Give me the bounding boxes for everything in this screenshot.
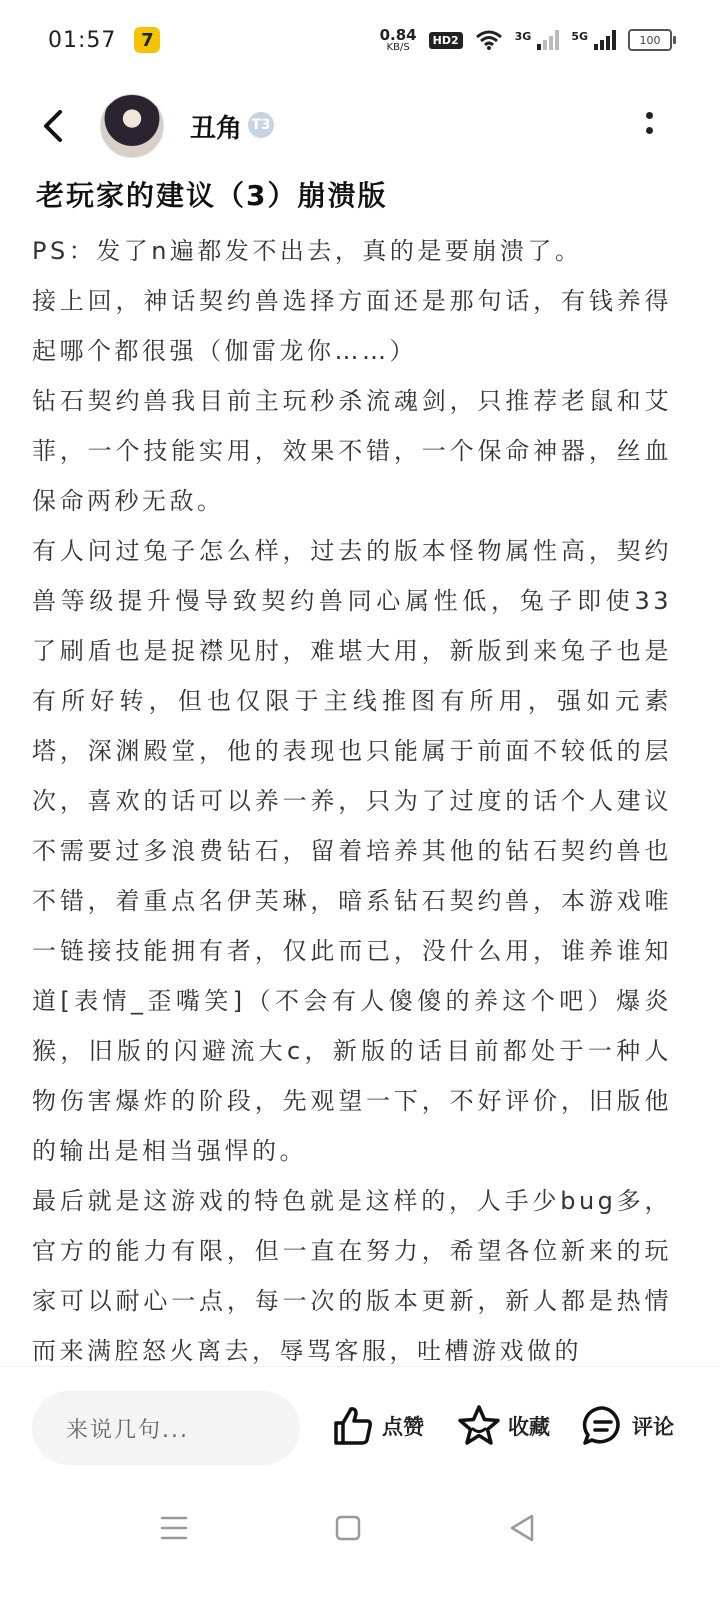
network-speed-unit: KB/S	[386, 41, 410, 53]
star-icon	[456, 1403, 502, 1449]
app-notification-icon: 7	[134, 27, 160, 53]
network-5g-label: 5G	[571, 29, 588, 43]
menu-icon[interactable]	[154, 1508, 194, 1548]
system-nav-bar	[0, 1486, 720, 1608]
comment-button[interactable]	[580, 1403, 674, 1449]
battery-icon	[628, 29, 672, 51]
like-button[interactable]	[330, 1403, 424, 1449]
signal-5g-icon	[594, 30, 616, 50]
status-time: 01:57	[48, 27, 117, 53]
comment-placeholder: 来说几句...	[66, 1417, 189, 1443]
network-speed-value: 0.84	[379, 25, 417, 44]
status-bar	[0, 0, 720, 80]
post-title: 老玩家的建议（3）崩溃版	[36, 179, 388, 212]
home-square-icon[interactable]	[328, 1508, 368, 1548]
back-arrow-icon[interactable]	[36, 106, 76, 146]
favorite-button[interactable]	[456, 1403, 550, 1449]
battery-level: 100	[639, 33, 661, 47]
paragraph: 有人问过兔子怎么样，过去的版本怪物属性高，契约兽等级提升慢导致契约兽同心属性低，兔子即使33了刷盾也是捉襟见肘，难堪大用，新版到来兔子也是有所好转，但也仅限于主线推图有所用，强如元素塔，深渊殿堂，他的表现也只能属于前面不较低的层次，喜欢的话可以养一养，只为了过度的话个人建议不需要过多浪费钻石，留着培养其他的钻石契约兽也不错，着重点名伊芙琳，暗系钻石契约兽，本游戏唯一链接技能拥有者，仅此而已，没什么用，谁养谁知道[表情_歪嘴笑]（不会有人傻傻的养这个吧）爆炎猴，旧版的闪避流大c，新版的话目前都处于一种人物伤害爆炸的阶段，先观望一下，不好评价，旧版他的输出是相当强悍的。	[32, 537, 672, 1165]
thumbs-up-icon	[330, 1403, 376, 1449]
avatar[interactable]	[100, 94, 164, 158]
paragraph: PS：发了n遍都发不出去，真的是要崩溃了。	[32, 237, 583, 265]
paragraph: 钻石契约兽我目前主玩秒杀流魂剑，只推荐老鼠和艾菲，一个技能实用，效果不错，一个保命神器，丝血保命两秒无敌。	[32, 387, 672, 515]
back-triangle-icon[interactable]	[502, 1508, 542, 1548]
like-label: 点赞	[382, 1415, 424, 1439]
wifi-icon	[475, 29, 503, 51]
post-header	[0, 86, 720, 166]
network-speed	[379, 25, 417, 53]
signal-3g-icon	[537, 30, 559, 50]
network-3g-label: 3G	[514, 29, 532, 43]
paragraph: 最后就是这游戏的特色就是这样的，人手少bug多，官方的能力有限，但一直在努力，希望各位新来的玩家可以耐心一点，每一次的版本更新，新人都是热情而来满腔怒火离去，辱骂客服，吐槽游戏做的	[32, 1187, 672, 1365]
author-name[interactable]: 丑角	[190, 114, 243, 144]
more-vertical-icon[interactable]	[646, 112, 656, 142]
favorite-label: 收藏	[508, 1415, 550, 1439]
comment-bubble-icon	[580, 1403, 626, 1449]
comment-input[interactable]	[32, 1391, 300, 1465]
level-badge: T3	[248, 112, 274, 138]
hd-voice-icon: HD2	[429, 32, 463, 49]
comment-label: 评论	[632, 1415, 674, 1439]
post-content	[32, 226, 672, 1366]
paragraph: 接上回，神话契约兽选择方面还是那句话，有钱养得起哪个都很强（伽雷龙你……）	[32, 287, 672, 365]
bottom-action-bar	[0, 1366, 720, 1487]
